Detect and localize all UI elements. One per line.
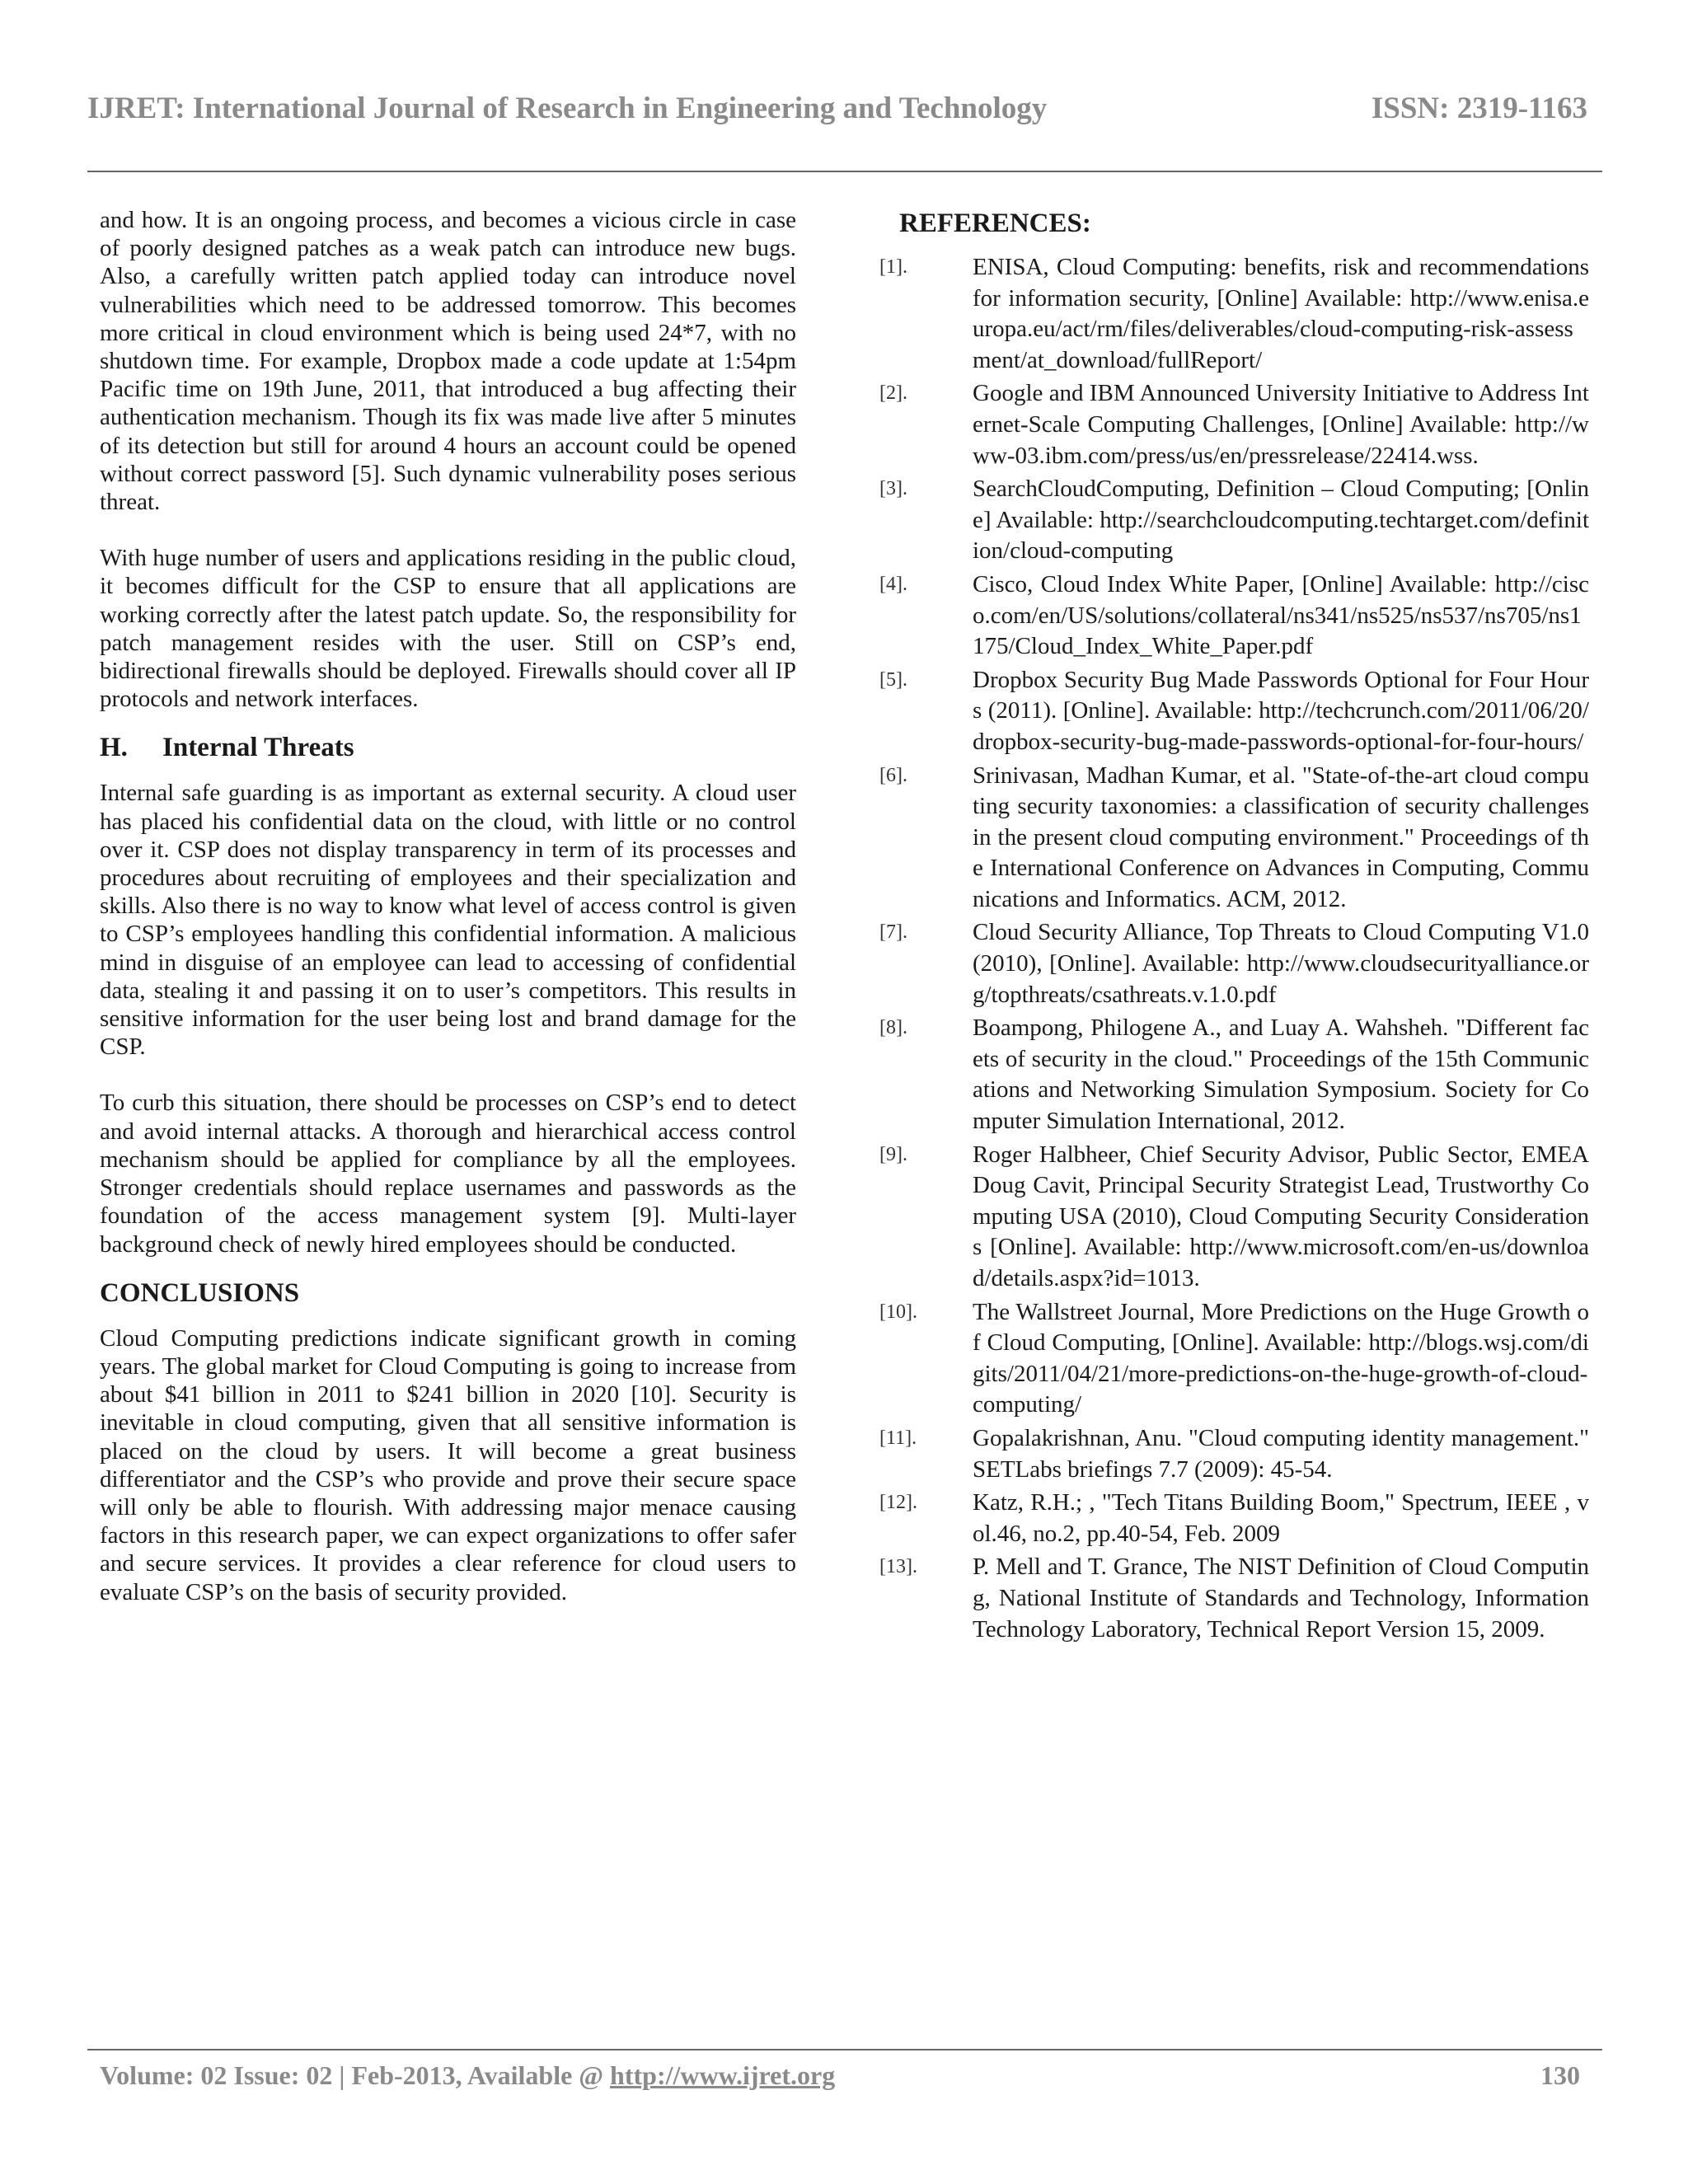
reference-item [876, 378, 1589, 471]
reference-text: Katz, R.H.; , "Tech Titans Building Boom," Spectrum, IEEE , vol.46, no.2, pp.40-54, Feb. 2009 [973, 1489, 1589, 1547]
reference-text: Dropbox Security Bug Made Passwords Optional for Four Hours (2011). [Online]. Available: http://techcrunch.com/2011/06/20/dropbox-security-bug-made-passwords-optional-for-four-hours/ [973, 666, 1589, 755]
page-number: 130 [1540, 2060, 1580, 2090]
footer-rule [87, 2049, 1602, 2050]
reference-item [876, 474, 1589, 567]
reference-label: [8]. [879, 1017, 907, 1039]
reference-item [876, 1297, 1589, 1421]
reference-text: ENISA, Cloud Computing: benefits, risk and recommendations for information security, [Online] Available: http://www.enisa.europa.eu/act/rm/files/deliverables/cloud-computing-risk-assessment/at_download/fullReport/ [973, 254, 1589, 373]
reference-label: [5]. [879, 668, 907, 691]
running-header [87, 91, 1587, 127]
reference-label: [12]. [879, 1492, 917, 1514]
section-heading-conclusions: CONCLUSIONS [100, 1277, 300, 1308]
reference-label: [4]. [879, 573, 907, 595]
reference-text: Boampong, Philogene A., and Luay A. Wahsheh. "Different facets of security in the cloud." Proceedings of the 15th Communications and Networking Simulation Symposium. Society for Computer Simulation International, 2012. [973, 1015, 1589, 1135]
reference-text: Gopalakrishnan, Anu. "Cloud computing identity management." SETLabs briefings 7.7 (2009): 45-54. [973, 1424, 1589, 1483]
reference-label: [6]. [879, 764, 907, 786]
reference-text: Roger Halbheer, Chief Security Advisor, Public Sector, EMEA Doug Cavit, Principal Security Strategist Lead, Trustworthy Computing USA (2010), Cloud Computing Security Considerations [Online]. Available: http://www.microsoft.com/en-us/download/details.aspx?id=1013. [973, 1141, 1589, 1291]
section-number: H. [100, 733, 128, 763]
references-heading: REFERENCES: [899, 209, 1091, 238]
reference-label: [13]. [879, 1556, 917, 1578]
reference-text: Srinivasan, Madhan Kumar, et al. "State-of-the-art cloud computing security taxonomies: a classification of security challenges in the present cloud computing environment." Proceedings of the International Conference on Advances in Computing, Communications and Informatics. ACM, 2012. [973, 762, 1589, 912]
reference-text: Cloud Security Alliance, Top Threats to Cloud Computing V1.0 (2010), [Online]. Available: http://www.cloudsecurityalliance.org/topthreats/csathreats.v.1.0.pdf [973, 919, 1589, 1008]
reference-label: [2]. [879, 382, 907, 405]
issn: ISSN: 2319-1163 [1371, 91, 1587, 125]
reference-list [876, 252, 1589, 1645]
reference-text: The Wallstreet Journal, More Predictions on the Huge Growth of Cloud Computing, [Online]. Available: http://blogs.wsj.com/digits/2011/04/21/more-predictions-on-the-huge-growth-of-cloud-computing/ [973, 1298, 1589, 1418]
running-footer [100, 2060, 1580, 2091]
journal-website-link[interactable]: http://www.ijret.org [610, 2060, 836, 2090]
section-title: Internal Threats [162, 733, 354, 763]
paragraph-internal-safeguarding: Internal safe guarding is as important as external security. A cloud user has placed his confidential data on the cloud, with little or no control over it. CSP does not display transparency in term of its processes and procedures about recruiting of employees and their specialization and skills. Also there is no way to know what level of access control is given to CSP’s employees handling this confidential information. A malicious mind in disguise of an employee can lead to accessing of confidential data, stealing it and passing it on to user’s competitors. This results in sensitive information for the user being lost and brand damage for the CSP. [100, 780, 796, 1061]
reference-item [876, 1423, 1589, 1485]
reference-item [876, 252, 1589, 376]
reference-text: SearchCloudComputing, Definition – Cloud Computing; [Online] Available: http://searchcloudcomputing.techtarget.com/definition/cloud-computing [973, 476, 1589, 565]
paragraph-conclusions: Cloud Computing predictions indicate significant growth in coming years. The global market for Cloud Computing is going to increase from about $41 billion in 2011 to $241 billion in 2020 [10]. Security is inevitable in cloud computing, given that all sensitive information is placed on the cloud by users. It will become a great business differentiator and the CSP’s who provide and prove their secure space will only be able to flourish. With addressing major menace causing factors in this research paper, we can expect organizations to offer safer and secure services. It provides a clear reference for cloud users to evaluate CSP’s on the basis of security provided. [100, 1324, 796, 1605]
references-column [876, 206, 1589, 1647]
reference-item [876, 569, 1589, 663]
reference-label: [11]. [879, 1427, 917, 1449]
reference-text: Google and IBM Announced University Initiative to Address Internet-Scale Computing Challenges, [Online] Available: http://www-03.ibm.com/press/us/en/pressrelease/22414.wss. [973, 380, 1589, 469]
journal-title: IJRET: International Journal of Research in Engineering and Technology [87, 91, 1048, 125]
reference-item [876, 1013, 1589, 1137]
footer-volume-text: Volume: 02 Issue: 02 | Feb-2013, Available @ [100, 2060, 611, 2090]
section-heading-internal-threats [100, 731, 796, 764]
header-rule [87, 171, 1602, 172]
reference-item [876, 1488, 1589, 1549]
paragraph-public-cloud: With huge number of users and applications residing in the public cloud, it becomes difficult for the CSP to ensure that all applications are working correctly after the latest patch update. So, the responsibility for patch management resides with the user. Still on CSP’s end, bidirectional firewalls should be deployed. Firewalls should cover all IP protocols and network interfaces. [100, 545, 796, 713]
left-column [100, 206, 796, 1634]
reference-label: [3]. [879, 478, 907, 500]
reference-item [876, 761, 1589, 916]
paragraph-curb-situation: To curb this situation, there should be processes on CSP’s end to detect and avoid internal attacks. A thorough and hierarchical access control mechanism should be applied for compliance by all the employees. Stronger credentials should replace usernames and passwords as the foundation of the access management system [9]. Multi-layer background check of newly hired employees should be conducted. [100, 1090, 796, 1258]
reference-text: P. Mell and T. Grance, The NIST Definition of Cloud Computing, National Institute of Standards and Technology, Information Technology Laboratory, Technical Report Version 15, 2009. [973, 1554, 1589, 1643]
reference-label: [7]. [879, 921, 907, 944]
reference-label: [9]. [879, 1143, 907, 1165]
reference-label: [1]. [879, 256, 907, 278]
reference-item [876, 1140, 1589, 1295]
footer-volume [100, 2060, 835, 2091]
reference-item [876, 1552, 1589, 1645]
reference-item [876, 665, 1589, 758]
reference-item [876, 917, 1589, 1010]
reference-label: [10]. [879, 1301, 917, 1323]
paragraph-patch-management: and how. It is an ongoing process, and becomes a vicious circle in case of poorly designed patches as a weak patch can introduce new bugs. Also, a carefully written patch applied today can introduce novel vulnerabilities which need to be addressed tomorrow. This becomes more critical in cloud environment which is being used 24*7, with no shutdown time. For example, Dropbox made a code update at 1:54pm Pacific time on 19th June, 2011, that introduced a bug affecting their authentication mechanism. Though its fix was made live after 5 minutes of its detection but still for around 4 hours an account could be opened without correct password [5]. Such dynamic vulnerability poses serious threat. [100, 207, 796, 516]
reference-text: Cisco, Cloud Index White Paper, [Online] Available: http://cisco.com/en/US/solutions/collateral/ns341/ns525/ns537/ns705/ns1175/Cloud_Index_White_Paper.pdf [973, 570, 1589, 660]
